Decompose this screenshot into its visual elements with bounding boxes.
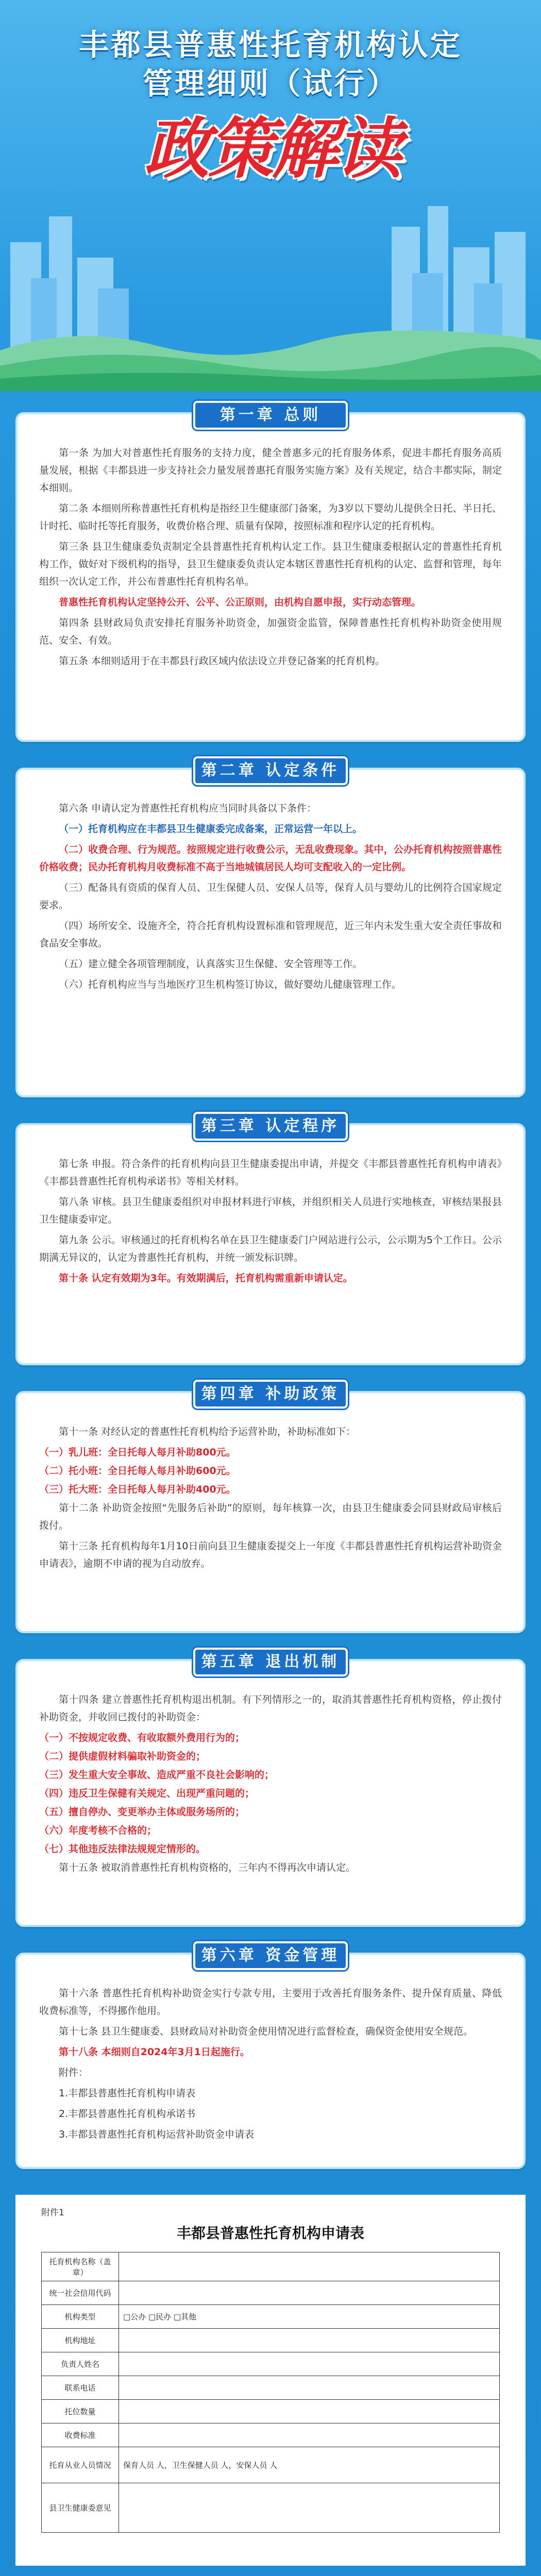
chapter-2-intro: 第六条 申请认定为普惠性托育机构应当同时具备以下条件： — [59, 803, 317, 814]
attachment-link: 2.丰都县普惠性托育机构承诺书 — [59, 2108, 196, 2120]
form-value: □公办 □民办 □其他 — [119, 2305, 500, 2329]
form-value — [119, 2483, 500, 2533]
chapter-1-paragraph: 第五条 本细则适用于在丰都县行政区域内依法设立并登记备案的托育机构。 — [59, 655, 385, 667]
banner-char-2: 策 — [208, 111, 275, 188]
form-label: 收费标准 — [42, 2424, 119, 2447]
page-title-line1: 丰都县普惠性托育机构认定 — [78, 27, 462, 62]
condition-item: （六）托育机构应当与当地医疗卫生机构签订协议，做好婴幼儿健康管理工作。 — [59, 979, 402, 990]
attachment-link: 3.丰都县普惠性托育机构运营补助资金申请表 — [59, 2129, 255, 2140]
subsidy-item: （二）托小班：全日托每人每月补助600元。 — [39, 1465, 236, 1477]
exit-conditions-list — [39, 1729, 502, 1858]
condition-item: （二）收费合理、行为规范。按照规定进行收费公示，无乱收费现象。其中，公办托育机构按照普惠性价格收费；民办托育机构月收费标准不高于当地城镇居民人均可支配收入的一定比例。 — [39, 844, 502, 873]
exit-condition-item: （一）不按规定收费、有收取额外费用行为的； — [39, 1732, 245, 1743]
form-label: 县卫生健康委意见 — [42, 2483, 119, 2533]
chapter-5-intro: 第十四条 建立普惠性托育机构退出机制。有下列情形之一的，取消其普惠性托育机构资格，停止拨付补助资金，并收回已拨付的补助资金： — [39, 1694, 502, 1723]
banner-char-4: 读 — [336, 111, 402, 188]
chapter-1-highlight: 普惠性托育机构认定坚持公开、公平、公正原则，由机构自愿申报，实行动态管理。 — [59, 597, 421, 608]
form-row — [42, 2424, 500, 2447]
chapter-1-paragraph: 第三条 县卫生健康委负责制定全县普惠性托育机构认定工作。县卫生健康委根据认定的普惠性托育机构工作，做好对下级机构的指导，县卫生健康委负责认定本辖区普惠性托育机构的认定、监督和管理，每年组织一次认定工作，并公布普惠性托育机构名单。 — [39, 541, 502, 587]
page-title-line2: 管理细则（试行） — [142, 66, 398, 101]
form-label: 统一社会信用代码 — [42, 2281, 119, 2305]
form-label: 机构地址 — [42, 2329, 119, 2352]
chapter-1-paragraph: 第二条 本细则所称普惠性托育机构是指经卫生健康部门备案，为3岁以下婴幼儿提供全日托、半日托、计时托、临时托等托育服务，收费价格合理、质量有保障，按照标准和程序认定的托育机构。 — [39, 503, 502, 532]
condition-item: （五）建立健全各项管理制度，认真落实卫生保健、安全管理等工作。 — [59, 958, 363, 970]
chapter-4-intro: 第十一条 对经认定的普惠性托育机构给予运营补助，补助标准如下： — [59, 1426, 356, 1437]
policy-interpretation-banner — [0, 111, 541, 188]
chapter-3-paragraph: 第八条 审核。县卫生健康委组织对申报材料进行审核，并组织相关人员进行实地核查，审核结果报县卫生健康委审定。 — [39, 1196, 502, 1225]
form-label: 负责人姓名 — [42, 2352, 119, 2376]
chapter-6-paragraph: 第十七条 县卫生健康委、县财政局对补助资金使用情况进行监督检查，确保资金使用安全规范。 — [59, 2026, 474, 2037]
form-value — [119, 2329, 500, 2352]
form-row — [42, 2305, 500, 2329]
chapter-4-paragraph: 第十二条 补助资金按照“先服务后补助”的原则，每年核算一次，由县卫生健康委会同县财政局审核后拨付。 — [39, 1502, 502, 1531]
exit-condition-item: （三）发生重大安全事故、造成严重不良社会影响的； — [39, 1769, 275, 1781]
chapter-6-card — [15, 1946, 526, 2169]
form-value — [119, 2281, 500, 2305]
chapter-4-heading: 第四章 补助政策 — [193, 1380, 348, 1409]
form-row — [42, 2400, 500, 2424]
chapter-1-heading: 第一章 总则 — [193, 401, 348, 430]
exit-condition-item: （二）提供虚假材料骗取补助资金的； — [39, 1751, 206, 1762]
form-row — [42, 2376, 500, 2400]
form-value — [119, 2252, 500, 2281]
condition-item: （一）托育机构应在丰都县卫生健康委完成备案，正常运营一年以上。 — [59, 823, 363, 835]
chapter-2-heading: 第二章 认定条件 — [193, 756, 348, 785]
form-row — [42, 2252, 500, 2281]
chapter-1-card — [15, 406, 526, 742]
form-row — [42, 2329, 500, 2352]
chapter-6-heading: 第六章 资金管理 — [193, 1941, 348, 1970]
exit-condition-item: （六）年度考核不合格的； — [39, 1825, 157, 1836]
chapter-3-paragraph: 第九条 公示。审核通过的托育机构名单在县卫生健康委门户网站进行公示，公示期为5个工作日。公示期满无异议的，认定为普惠性托育机构，并统一颁发标识牌。 — [39, 1234, 502, 1263]
chapter-3-highlight: 第十条 认定有效期为3年。有效期满后，托育机构需重新申请认定。 — [59, 1273, 353, 1284]
form-label: 联系电话 — [42, 2376, 119, 2400]
attachment-link: 1.丰都县普惠性托育机构申请表 — [59, 2088, 196, 2099]
subsidy-item: （三）托大班：全日托每人每月补助400元。 — [39, 1484, 236, 1495]
banner-char-1: 政 — [144, 111, 211, 188]
form-row — [42, 2352, 500, 2376]
form-label: 托育从业人员情况 — [42, 2447, 119, 2483]
form-value — [119, 2424, 500, 2447]
attachment-1-title: 丰都县普惠性托育机构申请表 — [176, 2225, 364, 2242]
attachment-1-label: 附件1 — [41, 2208, 64, 2218]
exit-condition-item: （五）擅自停办、变更举办主体或服务场所的； — [39, 1806, 245, 1818]
chapter-5-paragraph: 第十五条 被取消普惠性托育机构资格的，三年内不得再次申请认定。 — [59, 1862, 356, 1873]
form-row — [42, 2447, 500, 2483]
form-label: 托育机构名称（盖章） — [42, 2252, 119, 2281]
banner-char-3: 解 — [272, 111, 339, 188]
form-value — [119, 2400, 500, 2424]
chapter-5-card — [15, 1653, 526, 1927]
form-row — [42, 2483, 500, 2533]
attachment-1-document — [15, 2195, 526, 2566]
city-skyline-illustration — [0, 196, 541, 392]
chapter-1-paragraph: 第四条 县财政局负责安排托育服务补助资金，加强资金监管，保障普惠性托育机构补助资金使用规范、安全、有效。 — [39, 617, 502, 646]
application-form-table — [41, 2252, 500, 2533]
chapter-5-heading: 第五章 退出机制 — [193, 1648, 348, 1676]
chapter-4-paragraph: 第十三条 托育机构每年1月10日前向县卫生健康委提交上一年度《丰都县普惠性托育机构运营补助资金申请表》，逾期不申请的视为自动放弃。 — [39, 1540, 502, 1569]
form-value: 保育人员 人，卫生保健人员 人，安保人员 人 — [119, 2447, 500, 2483]
form-value — [119, 2352, 500, 2376]
form-value — [119, 2376, 500, 2400]
subsidy-list — [39, 1444, 502, 1498]
exit-condition-item: （四）违反卫生保健有关规定、出现严重问题的； — [39, 1788, 255, 1799]
form-label: 托位数量 — [42, 2400, 119, 2424]
chapter-4-card — [15, 1385, 526, 1633]
form-label: 机构类型 — [42, 2305, 119, 2329]
chapter-3-heading: 第三章 认定程序 — [193, 1112, 348, 1141]
chapter-6-paragraph: 第十六条 普惠性托育机构补助资金实行专款专用，主要用于改善托育服务条件、提升保育质量、降低收费标准等，不得挪作他用。 — [39, 1988, 502, 2016]
attachments-label: 附件： — [59, 2067, 89, 2078]
chapter-3-paragraph: 第七条 申报。符合条件的托育机构向县卫生健康委提出申请，并提交《丰都县普惠性托育机构申请表》《丰都县普惠性托育机构承诺书》等相关材料。 — [39, 1158, 502, 1187]
exit-condition-item: （七）其他违反法律法规规定情形的。 — [39, 1843, 206, 1855]
effective-date: 第十八条 本细则自2024年3月1日起施行。 — [59, 2046, 250, 2058]
chapter-2-card — [15, 761, 526, 1097]
chapter-1-paragraph: 第一条 为加大对普惠性托育服务的支持力度，健全普惠多元的托育服务体系，促进丰都托育服务高质量发展，根据《丰都县进一步支持社会力量发展普惠托育服务实施方案》及有关规定，结合丰都实际，制定本细则。 — [39, 447, 502, 494]
condition-item: （四）场所安全、设施齐全，符合托育机构设置标准和管理规范，近三年内未发生重大安全责任事故和食品安全事故。 — [39, 920, 502, 949]
subsidy-item: （一）乳儿班：全日托每人每月补助800元。 — [39, 1447, 236, 1458]
chapter-3-card — [15, 1117, 526, 1365]
header-banner — [0, 0, 541, 392]
condition-item: （三）配备具有资质的保育人员、卫生保健人员、安保人员等，保育人员与婴幼儿的比例符合国家规定要求。 — [39, 882, 502, 911]
form-row — [42, 2281, 500, 2305]
